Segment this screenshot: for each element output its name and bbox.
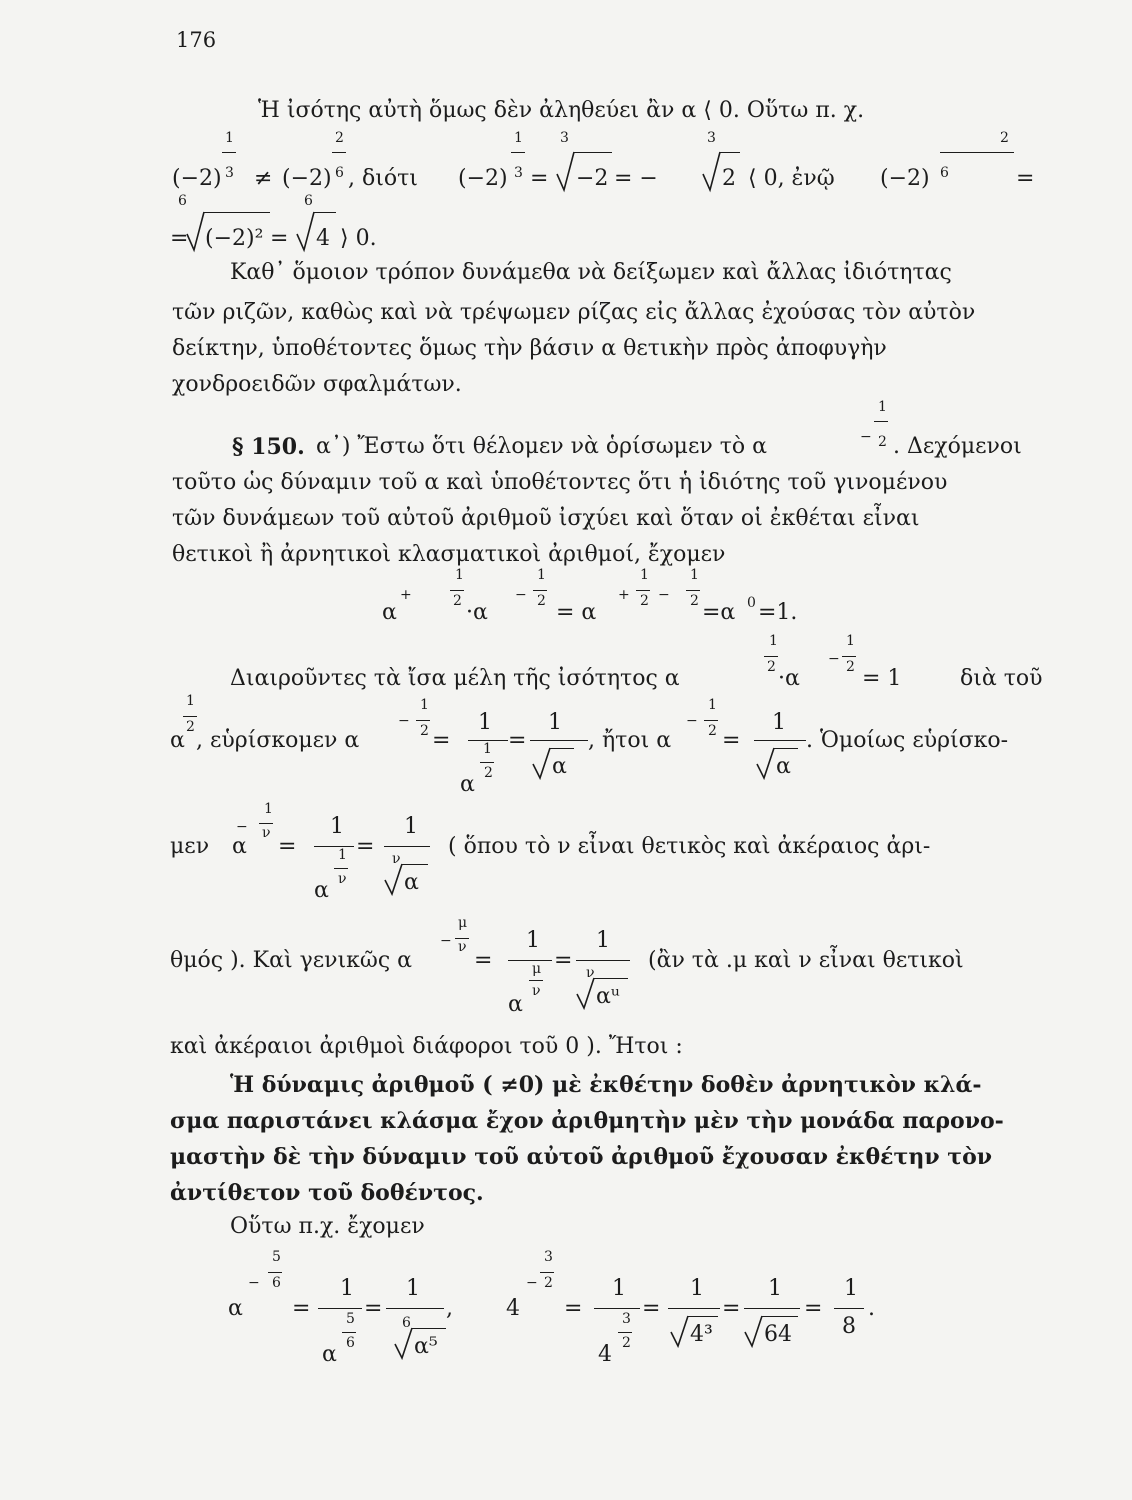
exp-den: 2: [453, 593, 462, 609]
exp-sign: −: [398, 713, 410, 729]
base-alpha: α: [228, 1296, 243, 1321]
radical-sign: [756, 746, 776, 782]
exp-bar: [183, 716, 197, 717]
exp-sign: −: [828, 651, 840, 667]
frac-num: 1: [772, 710, 786, 735]
exp-den: 2: [767, 659, 776, 675]
exp-bar: [332, 152, 346, 153]
frac-num: 1: [340, 1276, 354, 1301]
radicand: αᵘ: [596, 984, 620, 1009]
section-text-b: . Δεχόμενοι: [893, 434, 1022, 459]
exp-num: 1: [640, 567, 649, 583]
frac-bar: [594, 1308, 640, 1309]
para1-line: δείκτην, ὑποθέτοντες ὅμως τὴν βάσιν α θετικὴν πρὸς ἀποφυγὴν: [172, 336, 887, 361]
root-index: 3: [560, 130, 569, 146]
find-htoi: , ἤτοι α: [588, 728, 672, 753]
den-alpha: α: [314, 878, 329, 903]
radical-sign: [702, 150, 722, 194]
radical-bar: [594, 978, 628, 979]
exp-zero: 0: [747, 595, 756, 611]
dot-alpha: ·α: [466, 600, 488, 625]
frac-bar: [508, 960, 552, 961]
den-alpha: α: [322, 1342, 337, 1367]
frac-bar: [576, 960, 630, 961]
radical-bar: [550, 748, 574, 749]
den-four: 4: [598, 1342, 612, 1367]
radical-sign: [556, 150, 576, 194]
exp-den: 2: [484, 765, 493, 781]
exp-bar: [268, 1272, 282, 1273]
exp-bar: [764, 656, 778, 657]
para1-line: χονδροειδῶν σφαλμάτων.: [172, 372, 462, 397]
radicand: 2: [722, 166, 736, 191]
eq-one: = 1: [862, 666, 902, 691]
root-index: ν: [586, 965, 595, 981]
eq-minus: = −: [614, 166, 658, 191]
frac-num: 1: [690, 1276, 704, 1301]
frac-num: 1: [478, 710, 492, 735]
radicand: α⁵: [414, 1334, 438, 1359]
frac-num: 1: [844, 1276, 858, 1301]
exp-bar: [686, 590, 700, 591]
exp-bar: [222, 152, 236, 153]
exp-den: ν: [458, 939, 467, 955]
frac-den: 8: [842, 1314, 856, 1339]
radical-sign: [186, 210, 206, 254]
radicand: α: [552, 754, 567, 779]
radicand: α: [776, 754, 791, 779]
expr-base: (−2): [880, 166, 930, 191]
section-line: τοῦτο ὡς δύναμιν τοῦ α καὶ ὑποθέτοντες ὅτι ἡ ἰδιότης τοῦ γινομένου: [172, 470, 948, 495]
radicand: 4³: [690, 1322, 713, 1347]
eq-alpha: = α: [556, 600, 597, 625]
theorem-line: Ἡ δύναμις ἀριθμοῦ ( ≠0) μὲ ἐκθέτην δοθὲν ἀρνητικὸν κλά-: [230, 1072, 982, 1098]
frac-num: 1: [612, 1276, 626, 1301]
eq-sign: =: [554, 948, 573, 973]
exp-bar: [450, 590, 464, 591]
exp-sign: −: [440, 933, 452, 949]
exp-bar: [842, 656, 856, 657]
section-line: θετικοὶ ἢ ἀρνητικοὶ κλασματικοὶ ἀριθμοί, ἔχομεν: [172, 542, 726, 567]
exp-den: 2: [622, 1335, 631, 1351]
exp-den: ν: [262, 825, 271, 841]
exp-bar: [334, 868, 348, 869]
exp-num: 1: [537, 567, 546, 583]
exp-bar: [533, 590, 547, 591]
section-text: α᾽) Ἔστω ὅτι θέλομεν νὰ ὁρίσωμεν τὸ α: [316, 434, 767, 459]
exp-num: 3: [622, 1311, 631, 1327]
exp-num: 1: [769, 633, 778, 649]
exp-num: 1: [420, 697, 429, 713]
exp-den: 2: [846, 659, 855, 675]
exp-num: μ: [532, 961, 542, 977]
dot-alpha: ·α: [778, 666, 800, 691]
radical-bar: [574, 152, 612, 153]
frac-bar: [530, 740, 588, 741]
radical-bar: [314, 212, 336, 213]
radical-bar: [774, 748, 798, 749]
section-label: § 150.: [232, 434, 305, 460]
exp-num: 5: [272, 1249, 281, 1265]
frac-bar: [386, 1308, 444, 1309]
exp-num: 1: [690, 567, 699, 583]
exp-bar: [416, 720, 430, 721]
frac-num: 1: [406, 1276, 420, 1301]
eq-one: =1.: [758, 600, 798, 625]
exp-den: 3: [225, 165, 234, 181]
exp-bar: [480, 762, 494, 763]
root-index: 6: [304, 193, 313, 209]
eq-sign: =: [432, 728, 451, 753]
radical-sign: [394, 1326, 414, 1362]
exp-bar: [511, 152, 525, 153]
eq-sign: =: [170, 226, 189, 251]
mu-text: θμός ). Καὶ γενικῶς α: [170, 948, 412, 973]
exp-bar: [636, 590, 650, 591]
theorem-line: σμα παριστάνει κλάσμα ἔχον ἀριθμητὴν μὲν τὴν μονάδα παρονο-: [170, 1108, 1004, 1134]
exp-den: 6: [940, 165, 949, 181]
example-intro: Οὕτω π.χ. ἔχομεν: [230, 1214, 425, 1239]
root-index: 6: [402, 1315, 411, 1331]
expr-base: (−2): [282, 166, 332, 191]
intro-line: Ἡ ἰσότης αὐτὴ ὅμως δὲν ἀληθεύει ἂν α ⟨ 0. Οὕτω π. χ.: [258, 98, 865, 123]
text-men: μεν: [170, 834, 210, 859]
radical-sign: [576, 976, 596, 1012]
nu-text: ( ὅπου τὸ ν εἶναι θετικὸς καὶ ἀκέραιος ἀρι-: [448, 834, 931, 859]
eq-sign: =: [1016, 166, 1035, 191]
exp-num: 1: [186, 693, 195, 709]
base-alpha: α: [170, 728, 185, 753]
exp-bar: [529, 980, 543, 981]
radicand: α: [404, 870, 419, 895]
text-lt0: ⟨ 0, ἐνῷ: [748, 166, 835, 191]
exp-bar: [874, 421, 888, 422]
eq-sign: =: [292, 1296, 311, 1321]
frac-bar: [384, 846, 430, 847]
exp-bar: [342, 1332, 356, 1333]
exp-den: 2: [878, 434, 887, 450]
exp-den: 2: [690, 593, 699, 609]
exp-den: 3: [514, 165, 523, 181]
exp-num: 1: [225, 130, 234, 146]
base-alpha: α: [232, 834, 247, 859]
exp-sign: −: [860, 429, 872, 445]
mu-rest: (ἂν τὰ .μ καὶ ν εἶναι θετικοὶ: [648, 948, 964, 973]
exp-den: 2: [544, 1275, 553, 1291]
radical-bar: [720, 152, 740, 153]
den-alpha: α: [460, 772, 475, 797]
exp-sign: +: [400, 587, 412, 603]
exp-num: 2: [1000, 130, 1009, 146]
frac-bar: [834, 1308, 864, 1309]
eq-sign: =: [508, 728, 527, 753]
base-alpha: α: [382, 600, 397, 625]
exp-num: 3: [544, 1249, 553, 1265]
radicand: −2: [576, 166, 609, 191]
eq-sign: =: [474, 948, 493, 973]
root-index: 3: [707, 130, 716, 146]
eq-sign: =: [356, 834, 375, 859]
theorem-line: ἀντίθετον τοῦ δοθέντος.: [170, 1180, 484, 1206]
exp-bar: [704, 720, 718, 721]
exp-sign: −: [526, 1275, 538, 1291]
para2-dia: διὰ τοῦ: [960, 666, 1043, 691]
exp-num: 1: [846, 633, 855, 649]
radicand: 64: [764, 1322, 792, 1347]
exp-num: 1: [878, 399, 887, 415]
exp-sign: −: [686, 713, 698, 729]
eq-sign: =: [364, 1296, 383, 1321]
text-gt0: ⟩ 0.: [340, 226, 377, 251]
exp-sign: +: [618, 587, 630, 603]
exp-num: 1: [483, 741, 492, 757]
radical-sign: [532, 746, 552, 782]
eq-sign: =: [722, 1296, 741, 1321]
exp-den: 2: [186, 719, 195, 735]
frac-num: 1: [768, 1276, 782, 1301]
radical-sign: [296, 210, 316, 254]
frac-bar: [314, 846, 354, 847]
radicand: 4: [316, 226, 330, 251]
exp-sign: −: [248, 1275, 260, 1291]
theorem-line: μαστὴν δὲ τὴν δύναμιν τοῦ αὐτοῦ ἀριθμοῦ ἔχουσαν ἐκθέτην τὸν: [170, 1144, 993, 1170]
text-dioti: , διότι: [348, 166, 418, 191]
find-text: , εὑρίσκομεν α: [196, 728, 360, 753]
frac-num: 1: [526, 928, 540, 953]
exp-num: 5: [346, 1311, 355, 1327]
expr-base: (−2): [172, 166, 222, 191]
exp-sign: −: [658, 587, 670, 603]
root-index: 6: [178, 193, 187, 209]
radical-sign: [670, 1314, 690, 1350]
integers-line: καὶ ἀκέραιοι ἀριθμοὶ διάφοροι τοῦ 0 ). Ἤτοι :: [170, 1034, 683, 1059]
frac-bar: [754, 740, 806, 741]
neq-sign: ≠: [254, 166, 273, 191]
eq-sign: =: [722, 728, 741, 753]
exp-sign: −: [515, 587, 527, 603]
exp-den: 6: [335, 165, 344, 181]
den-alpha: α: [508, 992, 523, 1017]
exp-den: ν: [338, 871, 347, 887]
exp-den: 6: [346, 1335, 355, 1351]
exp-sign: −: [236, 819, 248, 835]
comma: ,: [446, 1296, 453, 1321]
radical-bar: [412, 1328, 446, 1329]
find-omoiws: . Ὁμοίως εὑρίσκο-: [806, 728, 1009, 753]
radical-bar: [204, 212, 270, 213]
section-line: τῶν δυνάμεων τοῦ αὐτοῦ ἀριθμοῦ ἰσχύει καὶ ὅταν οἱ ἐκθέται εἶναι: [172, 506, 920, 531]
frac-bar: [668, 1308, 720, 1309]
exp-num: μ: [458, 915, 468, 931]
radical-sign: [744, 1314, 764, 1350]
frac-bar: [744, 1308, 800, 1309]
exp-den: 2: [537, 593, 546, 609]
eq-sign: =: [804, 1296, 823, 1321]
exp-den: 6: [272, 1275, 281, 1291]
eq-sign: =: [530, 166, 549, 191]
eq-sign: =: [278, 834, 297, 859]
frac-num: 1: [548, 710, 562, 735]
radical-sign: [384, 862, 404, 898]
para1-line: τῶν ριζῶν, καθὼς καὶ νὰ τρέψωμεν ρίζας εἰς ἄλλας ἐχούσας τὸν αὐτὸν: [172, 300, 976, 325]
exp-bar: [540, 1272, 554, 1273]
exp-den: 2: [640, 593, 649, 609]
exp-num: 1: [514, 130, 523, 146]
frac-num: 1: [330, 814, 344, 839]
exp-num: 1: [708, 697, 717, 713]
frac-bar: [318, 1308, 362, 1309]
exp-bar: [618, 1332, 632, 1333]
exp-num: 1: [455, 567, 464, 583]
exp-num: 1: [264, 801, 273, 817]
period: .: [868, 1296, 875, 1321]
expr-base: (−2): [458, 166, 508, 191]
frac-num: 1: [596, 928, 610, 953]
radical-bar: [762, 1316, 798, 1317]
para1-line: Καθ᾽ ὅμοιον τρόπον δυνάμεθα νὰ δείξωμεν καὶ ἄλλας ἰδιότητας: [230, 260, 952, 285]
exp-den: 2: [708, 723, 717, 739]
eq-alpha: =α: [702, 600, 736, 625]
root-index: ν: [392, 851, 401, 867]
radical-bar: [688, 1316, 718, 1317]
exp-den: 2: [420, 723, 429, 739]
exp-num: 2: [335, 130, 344, 146]
radicand: (−2)²: [205, 226, 264, 251]
eq-sign: =: [564, 1296, 583, 1321]
base-four: 4: [506, 1296, 520, 1321]
radical-bar: [402, 864, 428, 865]
frac-num: 1: [404, 814, 418, 839]
eq-sign: =: [270, 226, 289, 251]
exp-bar: [259, 823, 273, 824]
exp-den: ν: [532, 983, 541, 999]
exp-bar: [940, 152, 1014, 153]
para2-text: Διαιροῦντες τὰ ἴσα μέλη τῆς ἰσότητος α: [230, 666, 680, 691]
page-number: 176: [176, 28, 217, 52]
exp-num: 1: [338, 847, 347, 863]
eq-sign: =: [642, 1296, 661, 1321]
